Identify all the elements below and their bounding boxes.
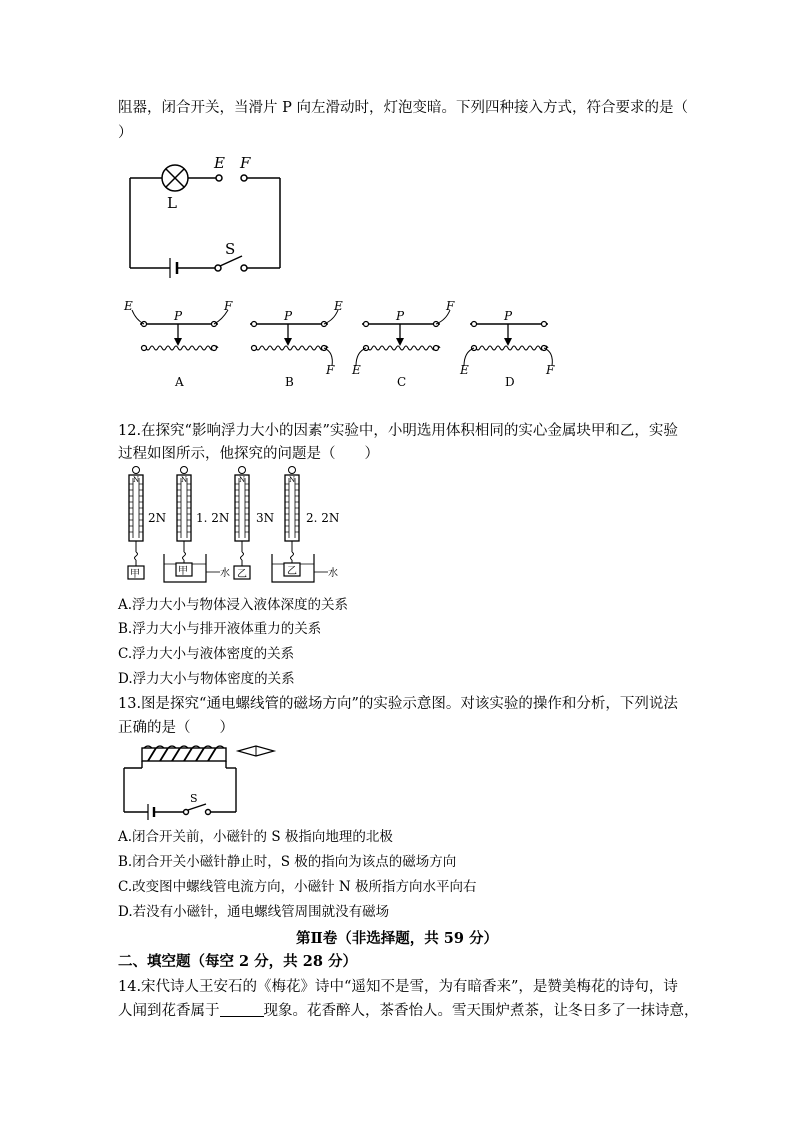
q12-option-b: B.浮力大小与排开液体重力的关系 <box>118 621 322 637</box>
scale-3-block: 乙 <box>237 569 247 580</box>
rheo-label-c: C <box>397 375 407 389</box>
q12-option-a: A.浮力大小与物体浸入液体深度的关系 <box>118 597 349 613</box>
q13-option-c: C.改变图中螺线管电流方向，小磁针 N 极所指方向水平向右 <box>118 879 477 895</box>
q11-rheostat-options <box>120 298 570 393</box>
q11-circuit-diagram <box>120 150 300 275</box>
scale-4-block: 乙 <box>287 566 297 577</box>
q14-answer-blank[interactable] <box>220 1002 264 1017</box>
rheo-c-e: E <box>352 363 361 377</box>
rheo-c-p: P <box>396 309 405 323</box>
switch-label: S <box>225 240 236 258</box>
q13-switch-label: S <box>190 792 198 805</box>
rheo-label-b: B <box>285 375 294 389</box>
scale-1-block: 甲 <box>130 569 140 580</box>
q13-text-line1: 13.图是探究“通电螺线管的磁场方向”的实验示意图。对该实验的操作和分析，下列说法 <box>118 696 678 712</box>
q13-text-line2: 正确的是（ ） <box>118 720 234 736</box>
scale-2-hook-n: N <box>181 476 188 484</box>
scale-4-water: 水 <box>328 568 338 579</box>
lamp-label: L <box>167 194 177 212</box>
rheo-b-f: F <box>326 363 335 377</box>
scale-3-reading: 3N <box>256 511 275 525</box>
q12-option-d: D.浮力大小与物体密度的关系 <box>118 671 295 687</box>
q14-line2-end: 现象。花香醉人，茶香怡人。雪天围炉煮茶，让冬日多了一抹诗意， <box>263 1003 699 1019</box>
rheo-b-e: E <box>334 299 343 313</box>
q14-text-line2 <box>118 1001 699 1021</box>
part2-title: 第Ⅱ卷（非选择题，共 59 分） <box>296 930 498 947</box>
scale-4-reading: 2. 2N <box>306 511 340 525</box>
q13-option-d: D.若没有小磁针，通电螺线管周围就没有磁场 <box>118 904 390 920</box>
scale-1-reading: 2N <box>148 511 167 525</box>
section2-heading: 二、填空题（每空 2 分，共 28 分） <box>118 953 357 970</box>
q12-option-c: C.浮力大小与液体密度的关系 <box>118 646 295 662</box>
q14-text-line1: 14.宋代诗人王安石的《梅花》诗中“遥知不是雪，为有暗香来”，是赞美梅花的诗句，诗 <box>118 979 678 995</box>
scale-2-water: 水 <box>220 568 230 579</box>
terminal-e-label: E <box>214 154 225 172</box>
q12-text-line1: 12.在探究“影响浮力大小的因素”实验中，小明选用体积相同的实心金属块甲和乙，实验 <box>118 423 678 439</box>
scale-2-reading: 1. 2N <box>196 511 230 525</box>
rheo-a-e: E <box>124 299 133 313</box>
q14-line2-start: 人闻到花香属于 <box>118 1003 220 1019</box>
q11-text-line2: ） <box>118 125 133 141</box>
q13-solenoid-diagram <box>118 742 288 822</box>
q12-buoyancy-experiment <box>118 466 358 584</box>
rheo-c-f: F <box>446 299 455 313</box>
rheo-d-e: E <box>460 363 469 377</box>
rheo-d-p: P <box>504 309 513 323</box>
scale-3-hook-n: N <box>239 476 246 484</box>
rheo-label-a: A <box>175 375 184 389</box>
scale-1-hook-n: N <box>133 476 140 484</box>
q12-text-line2: 过程如图所示，他探究的问题是（ ） <box>118 446 379 462</box>
rheo-d-f: F <box>546 363 555 377</box>
rheo-label-d: D <box>505 375 515 389</box>
scale-4-hook-n: N <box>289 476 296 484</box>
q13-option-a: A.闭合开关前，小磁针的 S 极指向地理的北极 <box>118 829 393 845</box>
rheo-a-p: P <box>174 309 183 323</box>
scale-2-block: 甲 <box>178 566 188 577</box>
rheo-b-p: P <box>284 309 293 323</box>
q13-option-b: B.闭合开关小磁针静止时，S 极的指向为该点的磁场方向 <box>118 854 457 870</box>
q11-text-line1: 阻器，闭合开关，当滑片 P 向左滑动时，灯泡变暗。下列四种接入方式，符合要求的是（ <box>118 100 688 116</box>
terminal-f-label: F <box>240 154 251 172</box>
rheo-a-f: F <box>224 299 233 313</box>
